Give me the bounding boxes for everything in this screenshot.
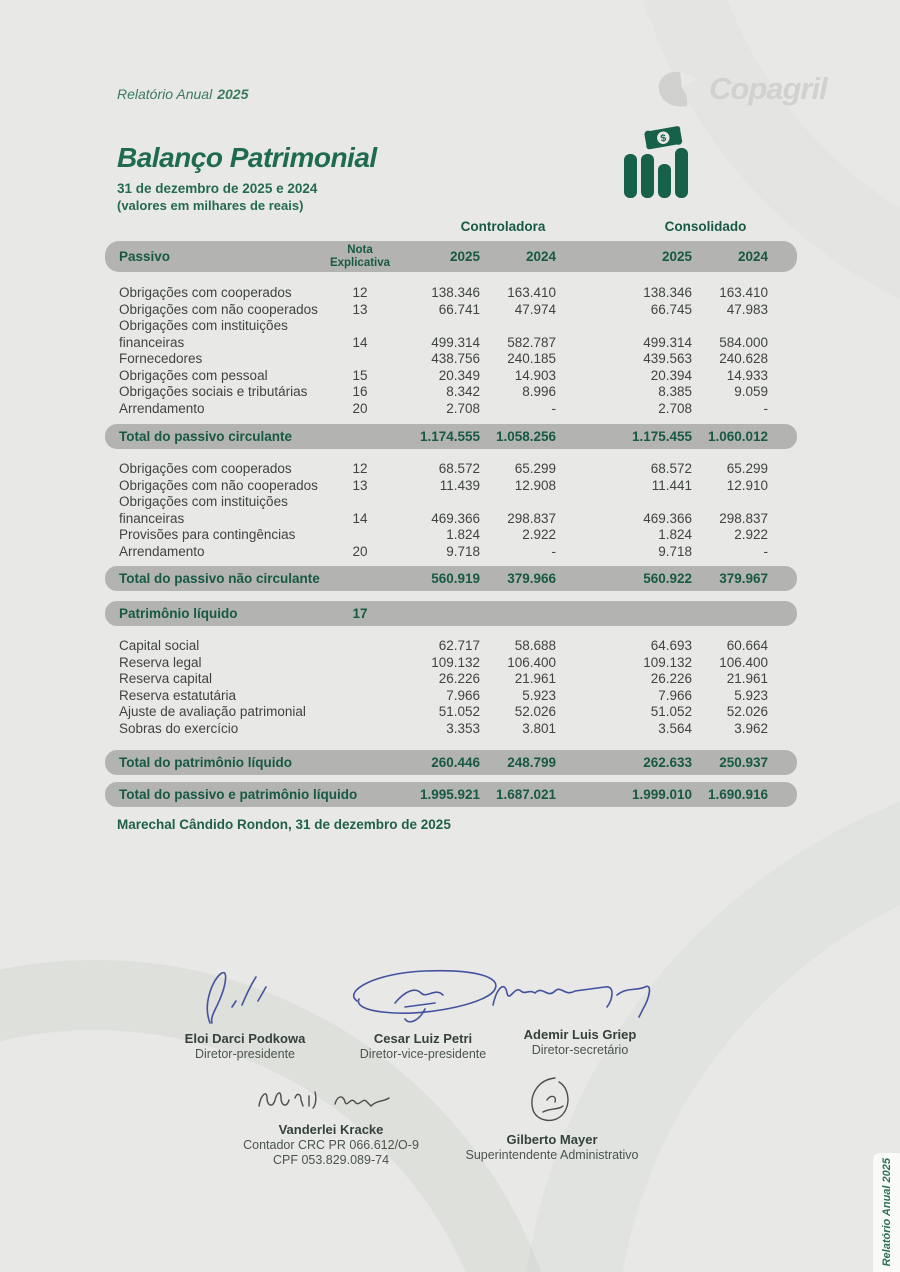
row-nota: 12 <box>352 461 368 476</box>
total-patrimonio-liquido-row: Total do patrimônio líquido 260.446 248.799 262.633 250.937 <box>105 750 797 775</box>
patrimonio-liquido-header-row: Patrimônio líquido 17 <box>105 601 797 626</box>
row-label: Sobras do exercício <box>119 720 239 736</box>
column-header-year: 2025 <box>449 249 480 264</box>
row-label: Arrendamento <box>119 543 205 559</box>
column-header-passivo: Passivo <box>119 249 171 264</box>
row-value: 240.628 <box>719 351 768 366</box>
table-row <box>105 544 797 561</box>
total-passivo-e-patrimonio-row: Total do passivo e patrimônio líquido 1.995.921 1.687.021 1.999.010 1.690.916 <box>105 782 797 807</box>
report-label: Relatório Anual <box>117 86 213 102</box>
row-value: 163.410 <box>719 285 768 300</box>
row-value: 3.962 <box>734 720 768 736</box>
row-value: 240.185 <box>507 351 556 366</box>
row-value: 62.717 <box>438 638 480 653</box>
row-value: 8.342 <box>446 384 480 399</box>
row-value: 5.923 <box>734 687 768 703</box>
row-value: 26.226 <box>650 671 692 686</box>
row-label: Obrigações com cooperados <box>119 285 292 300</box>
table-row <box>105 704 797 721</box>
row-label: Provisões para contingências <box>119 527 296 542</box>
row-label: Obrigações sociais e tributárias <box>119 384 308 399</box>
row-value: 298.837 <box>719 510 768 526</box>
row-value: 21.961 <box>514 671 556 686</box>
row-nota: 20 <box>352 400 368 416</box>
row-value: 2.708 <box>658 400 692 416</box>
row-value: 47.983 <box>726 301 768 317</box>
row-nota: 14 <box>352 334 368 350</box>
signature-block-contador: Vanderlei Kracke Contador CRC PR 066.612/O-9 CPF 053.829.089-74 <box>221 1078 441 1167</box>
row-value: 52.026 <box>514 704 556 719</box>
row-value: 12.910 <box>726 477 768 493</box>
patrimonio-nota: 17 <box>352 606 368 621</box>
row-value: 51.052 <box>438 704 480 719</box>
row-nota: 20 <box>352 543 368 559</box>
row-nota: 12 <box>352 285 368 300</box>
row-value: 109.132 <box>431 654 480 670</box>
row-value: 163.410 <box>507 285 556 300</box>
section-passivo-circulante <box>105 285 797 417</box>
row-value: 14.903 <box>514 367 556 383</box>
table-row <box>105 638 797 655</box>
row-label: Obrigações com não cooperados <box>119 301 318 317</box>
table-row <box>105 671 797 688</box>
row-value: 3.801 <box>522 720 556 736</box>
row-value: 584.000 <box>719 334 768 350</box>
row-value: 582.787 <box>507 334 556 350</box>
row-value: 469.366 <box>643 510 692 526</box>
total-passivo-circulante-row: Total do passivo circulante 1.174.555 1.058.256 1.175.455 1.060.012 <box>105 424 797 449</box>
row-value: 1.824 <box>658 527 692 542</box>
column-header-year: 2024 <box>737 249 768 264</box>
row-value: 65.299 <box>726 461 768 476</box>
column-header-nota-explicativa: Nota Explicativa <box>329 244 391 269</box>
row-value: 66.745 <box>650 301 692 317</box>
row-value: 499.314 <box>643 334 692 350</box>
row-value: 26.226 <box>438 671 480 686</box>
column-header-year: 2024 <box>525 249 556 264</box>
row-value: 65.299 <box>514 461 556 476</box>
row-value: 3.353 <box>446 720 480 736</box>
column-header-year: 2025 <box>661 249 692 264</box>
row-value: - <box>551 400 556 416</box>
row-label: Ajuste de avaliação patrimonial <box>119 704 306 719</box>
row-value: 20.349 <box>438 367 480 383</box>
row-value: 499.314 <box>431 334 480 350</box>
page-title: Balanço Patrimonial <box>117 142 377 173</box>
row-label: Reserva estatutária <box>119 687 237 703</box>
row-value: 52.026 <box>726 704 768 719</box>
row-value: 2.708 <box>446 400 480 416</box>
section-patrimonio-liquido <box>105 638 797 737</box>
subtitle-unit: (valores em milhares de reais) <box>117 198 304 213</box>
row-label: Obrigações com instituições financeiras <box>119 494 288 526</box>
row-nota: 13 <box>352 301 368 317</box>
table-row <box>105 655 797 672</box>
row-value: 8.385 <box>658 384 692 399</box>
row-label: Fornecedores <box>119 351 203 366</box>
title-block <box>117 142 377 213</box>
row-value: 64.693 <box>650 638 692 653</box>
row-value: 60.664 <box>726 638 768 653</box>
row-nota: 14 <box>352 510 368 526</box>
row-value: 469.366 <box>431 510 480 526</box>
row-value: 66.741 <box>438 301 480 317</box>
row-label: Obrigações com cooperados <box>119 461 292 476</box>
table-row <box>105 688 797 705</box>
row-value: 11.441 <box>651 477 692 493</box>
row-value: 9.718 <box>658 543 692 559</box>
row-value: 14.933 <box>726 367 768 383</box>
table-row <box>105 478 797 495</box>
copagril-arrow-logo-icon <box>655 68 701 110</box>
row-value: 7.966 <box>658 687 692 703</box>
row-value: 106.400 <box>719 654 768 670</box>
row-label: Arrendamento <box>119 400 205 416</box>
row-value: - <box>551 543 556 559</box>
subtitle-date: 31 de dezembro de 2025 e 2024 <box>117 181 318 196</box>
row-label: Reserva capital <box>119 671 213 686</box>
row-label: Obrigações com não cooperados <box>119 477 318 493</box>
row-value: - <box>763 400 768 416</box>
row-value: 21.961 <box>726 671 768 686</box>
row-value: 106.400 <box>507 654 556 670</box>
report-edition-label <box>117 86 248 102</box>
table-row <box>105 494 797 527</box>
row-value: 3.564 <box>658 720 692 736</box>
table-row <box>105 351 797 368</box>
row-value: 47.974 <box>514 301 556 317</box>
group-header-controladora: Controladora <box>460 219 546 234</box>
bar-chart-money-icon <box>624 126 698 198</box>
balance-table <box>105 218 797 807</box>
signature-block-diretor-presidente: Eloi Darci Podkowa Diretor-presidente <box>135 963 355 1061</box>
section-passivo-nao-circulante <box>105 461 797 560</box>
row-value: 12.908 <box>514 477 556 493</box>
row-value: 298.837 <box>507 510 556 526</box>
row-value: 138.346 <box>643 285 692 300</box>
row-value: 68.572 <box>650 461 692 476</box>
signature-block-superintendente: Gilberto Mayer Superintendente Administrativo <box>442 1072 662 1162</box>
row-value: 58.688 <box>514 638 556 653</box>
signature-block-diretor-secretario: Ademir Luis Griep Diretor-secretário <box>470 963 690 1057</box>
signature-scribble-icon <box>251 1078 411 1120</box>
row-nota: 15 <box>352 367 368 383</box>
row-nota: 13 <box>352 477 368 493</box>
row-value: 9.059 <box>734 384 768 399</box>
total-passivo-nao-circulante-row: Total do passivo não circulante 560.919 379.966 560.922 379.967 <box>105 566 797 591</box>
table-row <box>105 368 797 385</box>
row-value: 7.966 <box>446 687 480 703</box>
table-row <box>105 721 797 738</box>
row-nota: 16 <box>352 384 368 399</box>
row-label: Reserva legal <box>119 654 202 670</box>
report-year: 2025 <box>217 86 249 102</box>
table-row <box>105 302 797 319</box>
row-value: - <box>763 543 768 559</box>
row-value: 11.439 <box>439 477 480 493</box>
table-row <box>105 401 797 418</box>
row-value: 438.756 <box>431 351 480 366</box>
table-row <box>105 285 797 302</box>
row-value: 9.718 <box>446 543 480 559</box>
column-group-headers <box>105 218 797 235</box>
row-label: Obrigações com instituições financeiras <box>119 318 288 350</box>
signature-scribble-icon <box>517 1072 587 1130</box>
row-value: 51.052 <box>650 704 692 719</box>
logo-wordmark: Copagril <box>709 71 827 106</box>
row-value: 2.922 <box>522 527 556 542</box>
signature-block-diretor-vice-presidente: Cesar Luiz Petri Diretor-vice-presidente <box>313 963 533 1061</box>
side-tab-report-label: Relatório Anual 2025 <box>873 1153 900 1272</box>
row-value: 68.572 <box>438 461 480 476</box>
row-value: 439.563 <box>643 351 692 366</box>
row-value: 2.922 <box>734 527 768 542</box>
row-label: Obrigações com pessoal <box>119 367 268 383</box>
signature-scribble-icon <box>190 963 300 1029</box>
closing-line: Marechal Cândido Rondon, 31 de dezembro de 2025 <box>117 817 451 832</box>
table-header-row <box>105 241 797 272</box>
table-row <box>105 461 797 478</box>
table-row <box>105 527 797 544</box>
copagril-logo <box>655 68 827 110</box>
row-value: 138.346 <box>431 285 480 300</box>
row-value: 5.923 <box>522 687 556 703</box>
row-value: 1.824 <box>446 527 480 542</box>
svg-text:$: $ <box>659 132 668 145</box>
row-value: 20.394 <box>650 367 692 383</box>
table-row <box>105 318 797 351</box>
table-row <box>105 384 797 401</box>
row-value: 8.996 <box>522 384 556 399</box>
row-label: Capital social <box>119 638 200 653</box>
signature-scribble-icon <box>485 963 675 1025</box>
group-header-consolidado: Consolidado <box>664 219 747 234</box>
row-value: 109.132 <box>643 654 692 670</box>
